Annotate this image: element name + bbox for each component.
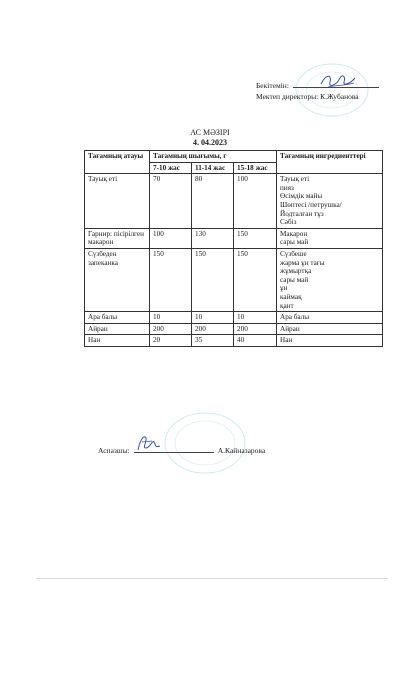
table-row xyxy=(85,248,383,311)
portion-15-18-cell: 40 xyxy=(234,335,277,347)
ingredient-item: Өсімдік майы xyxy=(280,192,323,201)
portion-7-10-cell: 200 xyxy=(150,323,192,335)
portion-7-10-cell: 10 xyxy=(150,312,192,324)
ingredient-item: Ара балы xyxy=(280,313,310,322)
ingredient-item: Нан xyxy=(280,336,293,345)
table-row xyxy=(85,174,383,229)
cook-name: А.Кайназарова xyxy=(217,446,266,455)
menu-title: АС МӘЗІРІ xyxy=(190,128,230,137)
ingredient-item: Сүзбеше xyxy=(280,249,307,258)
header-ingredients: Тағамның ингредиенттері xyxy=(277,151,383,174)
ingredient-item: жұмыртқа xyxy=(280,267,312,276)
ingredients-cell xyxy=(277,323,383,335)
portion-7-10-cell: 100 xyxy=(150,228,192,248)
header-age-3: 15-18 жас xyxy=(234,162,277,174)
ingredients-cell xyxy=(277,312,383,324)
cook-line xyxy=(98,446,265,455)
table-row xyxy=(85,335,383,347)
portion-7-10-cell: 20 xyxy=(150,335,192,347)
ingredients-cell xyxy=(277,174,383,229)
ingredient-item: Тауық еті xyxy=(280,175,310,184)
ingredient-item: Шөптесі /петрушка/ xyxy=(280,200,342,209)
dish-name-cell: Тауық еті xyxy=(85,174,150,229)
ingredient-item: жарма ұн тағы xyxy=(280,258,325,267)
header-dish-name: Тағамның атауы xyxy=(85,151,150,174)
portion-15-18-cell: 10 xyxy=(234,312,277,324)
director-signature xyxy=(318,70,358,92)
stamp-bottom xyxy=(160,408,250,478)
portion-15-18-cell: 100 xyxy=(234,174,277,229)
portion-7-10-cell: 150 xyxy=(150,248,192,311)
ingredient-item: каймақ xyxy=(280,292,302,301)
portion-11-14-cell: 200 xyxy=(192,323,234,335)
menu-title-block xyxy=(0,128,420,148)
dish-name-cell: Гарнир: пісірілген макарон xyxy=(85,228,150,248)
table-row xyxy=(85,228,383,248)
header-age-1: 7-10 жас xyxy=(150,162,192,174)
portion-15-18-cell: 150 xyxy=(234,228,277,248)
director-line: Мектеп директоры: К.Жубанова xyxy=(256,92,359,101)
portion-15-18-cell: 150 xyxy=(234,248,277,311)
approved-label: Бекітемін: xyxy=(256,81,289,90)
dish-name-cell: Нан xyxy=(85,335,150,347)
table-body xyxy=(85,174,383,347)
ingredients-cell xyxy=(277,335,383,347)
header-portion: Тағамның шығымы, г xyxy=(150,151,277,163)
ingredient-item: сары май xyxy=(280,275,309,284)
portion-11-14-cell: 35 xyxy=(192,335,234,347)
ingredient-item: қант xyxy=(280,301,294,310)
ingredient-item: Айран xyxy=(280,324,300,333)
cook-label: Аспазшы: xyxy=(98,446,130,455)
menu-table xyxy=(84,150,383,347)
portion-15-18-cell: 200 xyxy=(234,323,277,335)
header-age-2: 11-14 жас xyxy=(192,162,234,174)
portion-7-10-cell: 70 xyxy=(150,174,192,229)
portion-11-14-cell: 10 xyxy=(192,312,234,324)
ingredients-cell xyxy=(277,248,383,311)
table-header-row xyxy=(85,151,383,163)
dish-name-cell: Сүзбеден запеканка xyxy=(85,248,150,311)
table-row xyxy=(85,312,383,324)
ingredient-item: сары май xyxy=(280,238,309,247)
portion-11-14-cell: 150 xyxy=(192,248,234,311)
dish-name-cell: Айран xyxy=(85,323,150,335)
ingredient-item: Йодталған тұз xyxy=(280,209,324,218)
portion-11-14-cell: 130 xyxy=(192,228,234,248)
bottom-divider xyxy=(36,578,388,579)
dish-name-cell: Ара балы xyxy=(85,312,150,324)
portion-11-14-cell: 80 xyxy=(192,174,234,229)
menu-date: 4. 04.2023 xyxy=(193,138,227,147)
ingredients-cell xyxy=(277,228,383,248)
ingredient-item: Макарон xyxy=(280,229,308,238)
ingredient-item: Сәбіз xyxy=(280,218,297,227)
ingredient-item: ұн xyxy=(280,284,288,293)
cook-signature xyxy=(134,432,164,454)
table-row xyxy=(85,323,383,335)
ingredient-item: пияз xyxy=(280,183,294,192)
